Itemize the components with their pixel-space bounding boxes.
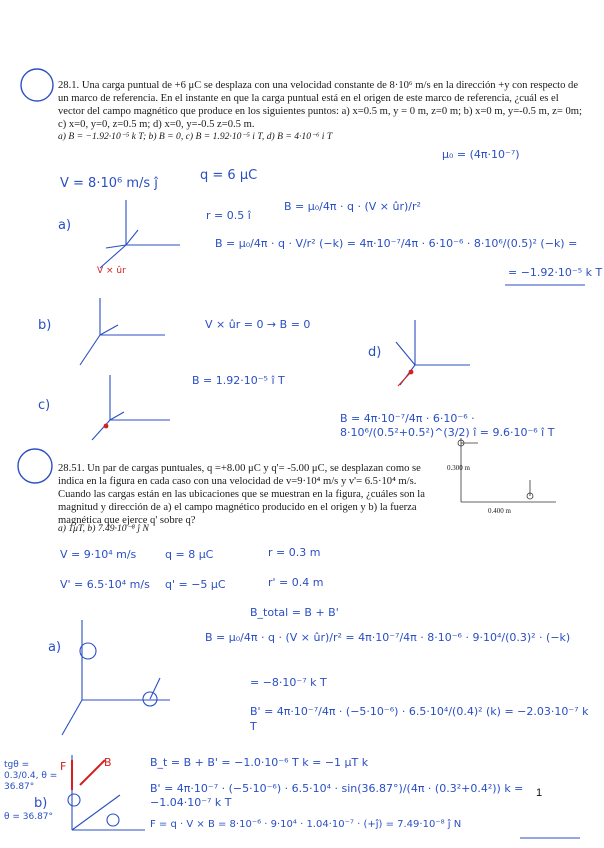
problem2-answers: a) 1μT, b) 7.49·10⁻⁸ ĵ N	[58, 523, 149, 534]
axes-diagram-1d	[396, 320, 470, 385]
force-mark: F	[60, 760, 67, 773]
given-q-2: q = 8 μC	[165, 548, 214, 561]
result-1a: = −1.92·10⁻⁵ k T	[508, 266, 603, 279]
figure-x-label: 0.400 m	[488, 507, 511, 515]
label-1a: a)	[58, 218, 72, 233]
page-number: 1	[536, 787, 543, 799]
red-vector-1d	[398, 372, 411, 386]
problem1-answers: a) B = −1.92·10⁻⁵ k T; b) B = 0, c) B = 1.92·10⁻⁵ i T, d) B = 4·10⁻⁶ i T	[58, 131, 333, 142]
given-qp-2: q' = −5 μC	[165, 578, 226, 591]
force-calc-2b: F = q · V × B = 8·10⁻⁶ · 9·10⁴ · 1.04·10⁻⁷ · (+ĵ) = 7.49·10⁻⁸ ĵ N	[150, 819, 462, 830]
b-result-2a: = −8·10⁻⁷ k T	[250, 676, 327, 689]
axes-diagram-2a	[62, 620, 170, 735]
label-1b: b)	[38, 318, 52, 333]
vxur-1a: V × ûr	[97, 266, 126, 276]
result-1d: B = 4π·10⁻⁷/4π · 6·10⁻⁶ · 8·10⁶/(0.5²+0.5²)^(3/2) î = 9.6·10⁻⁶ î T	[340, 412, 555, 439]
mu0-note: μ₀ = (4π·10⁻⁷)	[442, 148, 520, 161]
r-vector-1a: r = 0.5 î	[206, 209, 251, 222]
figure-y-label: 0.300 m	[447, 464, 470, 472]
label-1d: d)	[368, 345, 382, 360]
problem1-circle	[21, 69, 53, 101]
problem2-statement: 28.51. Un par de cargas puntuales, q =+8.00 μC y q'= -5.00 μC, se desplazan como se indica en la figura en cada caso con una velocidad de v=9·10⁴ m/s y v'= 6.5·10⁴ m/s. Cuando las cargas están en las ubicaciones que se muestran en la figura, ¿cuáles son la magnitud y dirección de a) el campo magnético producido en el origen y b) la fuerza magnética que ejerce q' sobre q?	[58, 463, 425, 526]
bp-calc-2b: B' = 4π·10⁻⁷ · (−5·10⁻⁶) · 6.5·10⁴ · sin(36.87°)/(4π · (0.3²+0.4²)) k = −1.04·10⁻⁷ k T	[150, 782, 524, 809]
problem1-statement: 28.1. Una carga puntual de +6 μC se desplaza con una velocidad constante de 8·10⁶ m/s en la dirección +y con respecto de un marco de referencia. En el instante en que la carga puntual está en el origen de este marco de referencia, ¿cuál es el vector del campo magnético que produce en los siguientes puntos: a) x=0.5 m, y = 0 m, z=0 m; b) x=0 m, y=-0.5 m, z= 0m; c) x=0, y=0, z=0.5 m; d) x=0, y=-0.5 z=0.5 m.	[58, 80, 582, 130]
problem2-circle	[18, 449, 52, 483]
bp-calc-2a: B' = 4π·10⁻⁷/4π · (−5·10⁻⁶) · 6.5·10⁴/(0.4)² (k) = −2.03·10⁻⁷ k T	[250, 705, 589, 733]
red-dot-1c	[104, 424, 109, 429]
b-calc-2a: B = μ₀/4π · q · (V × ûr)/r² = 4π·10⁻⁷/4π · 8·10⁻⁶ · 9·10⁴/(0.3)² · (−k)	[205, 631, 571, 644]
axes-diagram-1a	[100, 200, 180, 268]
b-calc-1a: B = μ₀/4π · q · V/r² (−k) = 4π·10⁻⁷/4π · 6·10⁻⁶ · 8·10⁶/(0.5)² (−k) =	[215, 237, 578, 250]
label-1c: c)	[38, 398, 51, 413]
btotal-2: B_total = B + B'	[250, 606, 339, 619]
given-vp-2: V' = 6.5·10⁴ m/s	[60, 578, 150, 591]
given-charge-1: q = 6 μC	[200, 168, 258, 183]
axes-diagram-1c	[92, 375, 170, 440]
result-1c: B = 1.92·10⁻⁵ î T	[192, 374, 285, 387]
angle-note-2: tgθ = 0.3/0.4, θ = 36.87°	[4, 760, 58, 792]
given-rp-2: r' = 0.4 m	[268, 576, 324, 589]
axes-diagram-1b	[80, 298, 165, 365]
bt-sum-2: B_t = B + B' = −1.0·10⁻⁶ T k = −1 μT k	[150, 756, 369, 769]
b-mark: B	[104, 756, 112, 769]
b-formula-1a: B = μ₀/4π · q · (V × ûr)/r²	[284, 200, 421, 213]
given-v-2: V = 9·10⁴ m/s	[60, 548, 137, 561]
red-b-arrow	[80, 760, 105, 785]
label-2a: a)	[48, 640, 62, 655]
label-2b: b)	[34, 796, 48, 811]
result-1b: V × ûr = 0 → B = 0	[205, 318, 311, 331]
given-velocity-1: V = 8·10⁶ m/s ĵ	[60, 176, 158, 191]
angle-note-3: θ = 36.87°	[4, 812, 54, 822]
printed-figure-28-51	[458, 438, 556, 502]
given-r-2: r = 0.3 m	[268, 546, 321, 559]
